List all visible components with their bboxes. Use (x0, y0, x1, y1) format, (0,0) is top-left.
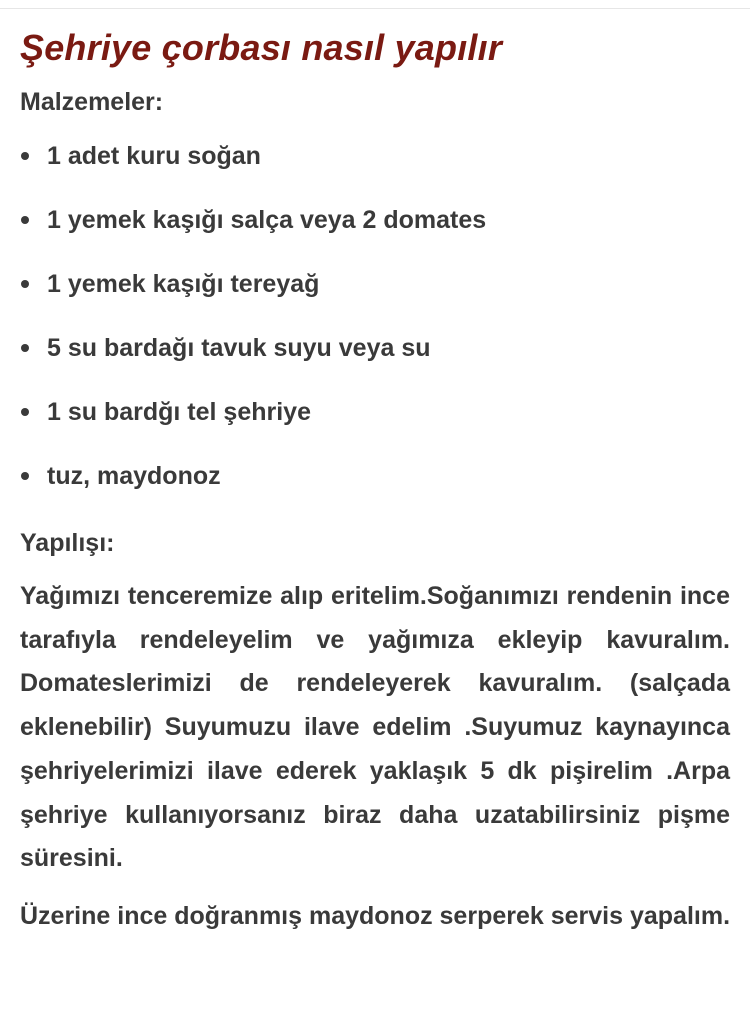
ingredient-item (20, 140, 730, 172)
ingredient-text: 1 adet kuru soğan (47, 142, 261, 170)
ingredient-text: 1 yemek kaşığı tereyağ (47, 270, 320, 298)
ingredient-item (20, 460, 730, 492)
ingredient-text: tuz, maydonoz (47, 462, 221, 490)
ingredient-item (20, 396, 730, 428)
top-divider (0, 8, 750, 9)
ingredient-item (20, 204, 730, 236)
article-title: Şehriye çorbası nasıl yapılır (20, 27, 503, 68)
ingredient-item (20, 268, 730, 300)
bullet-icon (21, 152, 29, 160)
bullet-icon (21, 472, 29, 480)
article-content (20, 24, 730, 939)
ingredient-text: 5 su bardağı tavuk suyu veya su (47, 334, 431, 362)
bullet-icon (21, 408, 29, 416)
bullet-icon (21, 344, 29, 352)
ingredient-text: 1 su bardğı tel şehriye (47, 398, 311, 426)
method-paragraph: Yağımızı tenceremize alıp eritelim.Soğanımızı rendenin ince tarafıyla rendeleyelim ve yağımıza ekleyip kavuralım. Domateslerimizi de rendeleyerek kavuralım. (salçada eklenebilir) Suyumuzu ilave edelim .Suyumuz kaynayınca şehriyelerimizi ilave ederek yaklaşık 5 dk pişirelim .Arpa şehriye kullanıyorsanız biraz daha uzatabilirsiniz pişme süresini. (20, 582, 730, 873)
ingredients-list (20, 140, 730, 492)
ingredient-item (20, 332, 730, 364)
ingredients-heading: Malzemeler: (20, 88, 164, 116)
method-heading: Yapılışı: (20, 529, 115, 557)
serving-paragraph: Üzerine ince doğranmış maydonoz serperek servis yapalım. (20, 901, 731, 930)
bullet-icon (21, 280, 29, 288)
ingredient-text: 1 yemek kaşığı salça veya 2 domates (47, 206, 487, 234)
bullet-icon (21, 216, 29, 224)
